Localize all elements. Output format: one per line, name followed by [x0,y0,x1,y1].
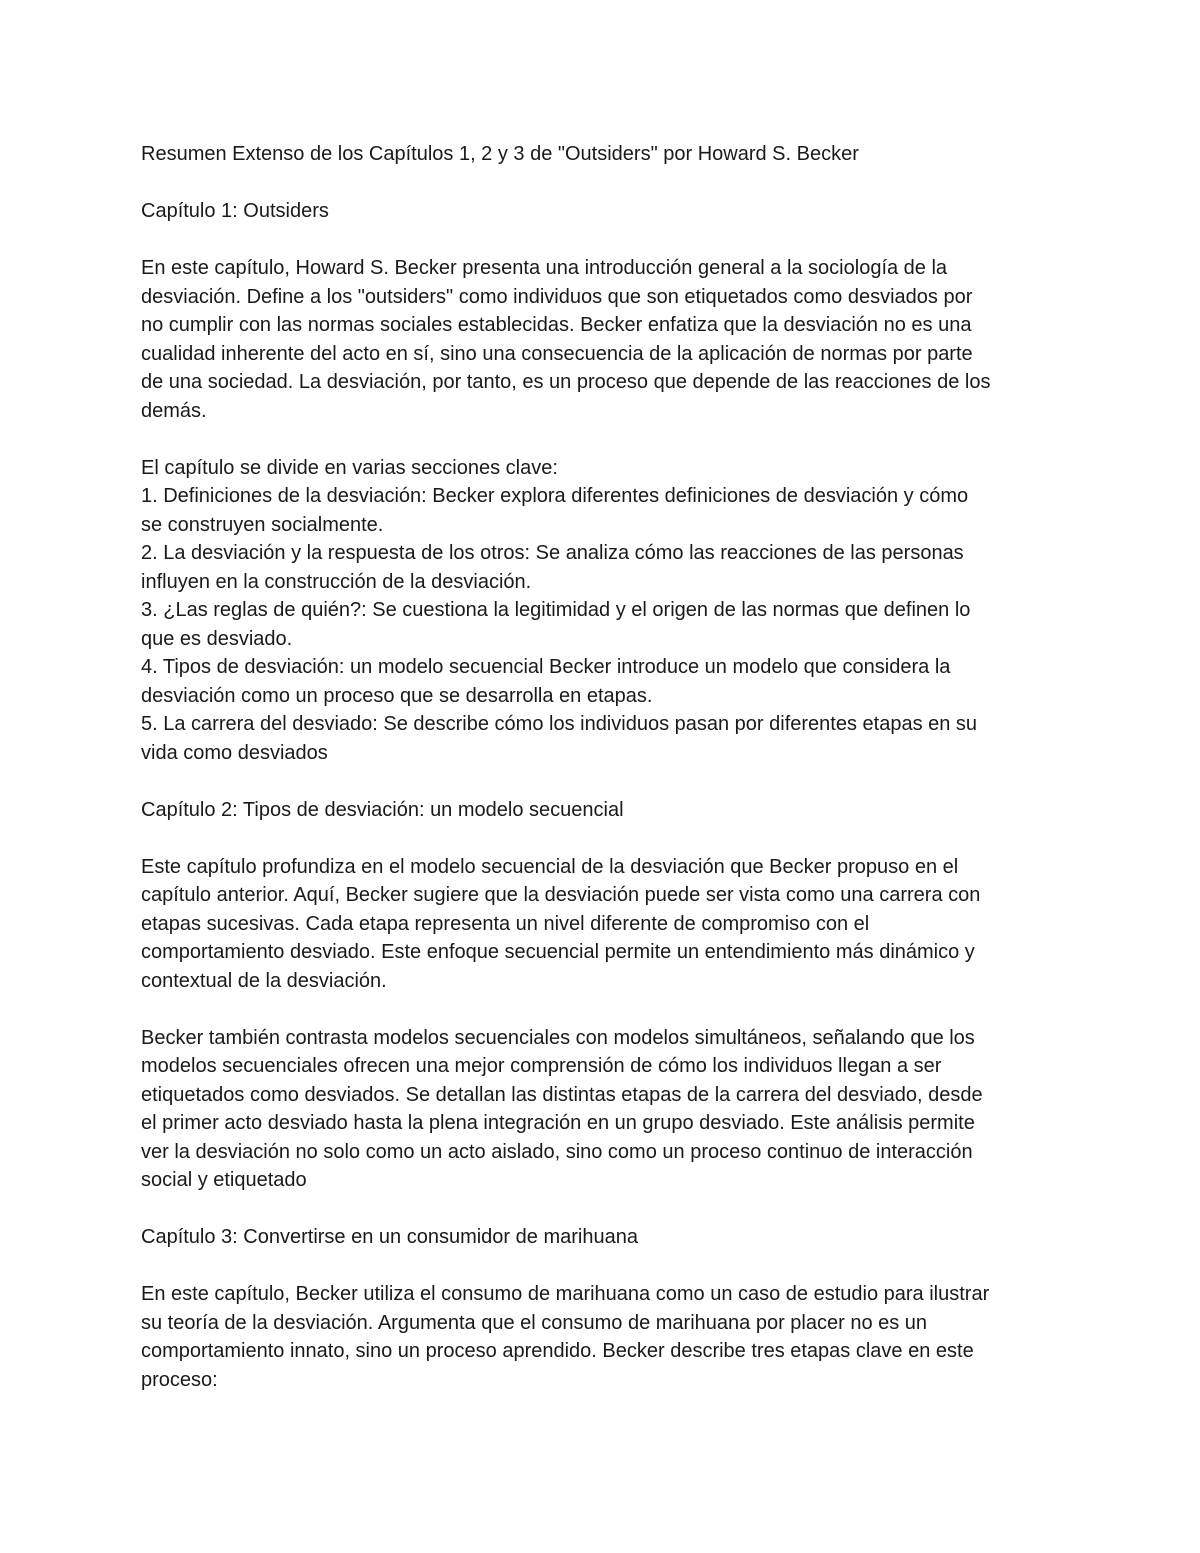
text-line: Becker también contrasta modelos secuenciales con modelos simultáneos, señalando que los [141,1026,975,1049]
text-line: se construyen socialmente. [141,513,384,536]
text-line: etiquetados como desviados. Se detallan las distintas etapas de la carrera del desviado, desde [141,1083,983,1106]
spacer [141,1252,1071,1281]
text-line: cualidad inherente del acto en sí, sino una consecuencia de la aplicación de normas por parte [141,342,973,365]
chapter3-paragraph1 [141,1280,1071,1394]
text-line: El capítulo se divide en varias secciones clave: [141,456,558,479]
spacer [141,1195,1071,1224]
text-line: ver la desviación no solo como un acto aislado, sino como un proceso continuo de interacción [141,1140,973,1163]
text-line: proceso: [141,1368,218,1391]
text-line: contextual de la desviación. [141,969,387,992]
list-item: 5. La carrera del desviado: Se describe cómo los individuos pasan por diferentes etapas en su [141,713,978,735]
text-line: En este capítulo, Becker utiliza el consumo de marihuana como un caso de estudio para ilustrar [141,1283,990,1305]
spacer [141,824,1071,853]
document-body [141,140,1071,1394]
list-item: 2. La desviación y la respuesta de los otros: Se analiza cómo las reacciones de las personas [141,542,964,564]
spacer [141,425,1071,454]
text-line: su teoría de la desviación. Argumenta que el consumo de marihuana por placer no es un [141,1311,928,1334]
spacer [141,169,1071,198]
text-line: social y etiquetado [141,1169,307,1191]
text-line: En este capítulo, Howard S. Becker presenta una introducción general a la sociología de la [141,257,948,279]
text-line: vida como desviados [141,741,328,764]
text-line: no cumplir con las normas sociales establecidas. Becker enfatiza que la desviación no es una [141,314,972,336]
text-line: etapas sucesivas. Cada etapa representa un nivel diferente de compromiso con el [141,912,870,935]
text-line: capítulo anterior. Aquí, Becker sugiere que la desviación puede ser vista como una carrera con [141,884,981,906]
spacer [141,995,1071,1024]
text-line: el primer acto desviado hasta la plena integración en un grupo desviado. Este análisis permite [141,1112,975,1134]
chapter2-heading: Capítulo 2: Tipos de desviación: un modelo secuencial [141,798,624,821]
list-item: 3. ¿Las reglas de quién?: Se cuestiona la legitimidad y el origen de las normas que definen lo [141,599,971,621]
chapter1-sections-list [141,454,1071,768]
chapter1-heading: Capítulo 1: Outsiders [141,200,329,222]
spacer [141,767,1071,796]
list-item: 1. Definiciones de la desviación: Becker explora diferentes definiciones de desviación y cómo [141,485,969,507]
text-line: Este capítulo profundiza en el modelo secuencial de la desviación que Becker propuso en el [141,855,959,878]
list-item: 4. Tipos de desviación: un modelo secuencial Becker introduce un modelo que considera la [141,656,951,678]
spacer [141,226,1071,255]
text-line: que es desviado. [141,627,293,650]
chapter2-paragraph2 [141,1024,1071,1195]
text-line: desviación. Define a los "outsiders" como individuos que son etiquetados como desviados por [141,285,973,308]
chapter1-paragraph1 [141,254,1071,425]
text-line: demás. [141,399,207,422]
chapter2-paragraph1 [141,853,1071,996]
text-line: comportamiento desviado. Este enfoque secuencial permite un entendimiento más dinámico y [141,941,975,963]
chapter3-heading: Capítulo 3: Convertirse en un consumidor de marihuana [141,1226,638,1248]
text-line: desviación como un proceso que se desarrolla en etapas. [141,684,653,707]
text-line: influyen en la construcción de la desviación. [141,570,532,593]
text-line: de una sociedad. La desviación, por tanto, es un proceso que depende de las reacciones de los [141,371,991,393]
text-line: comportamiento innato, sino un proceso aprendido. Becker describe tres etapas clave en este [141,1340,974,1362]
document-title: Resumen Extenso de los Capítulos 1, 2 y 3 de "Outsiders" por Howard S. Becker [141,143,859,165]
text-line: modelos secuenciales ofrecen una mejor comprensión de cómo los individuos llegan a ser [141,1055,942,1077]
